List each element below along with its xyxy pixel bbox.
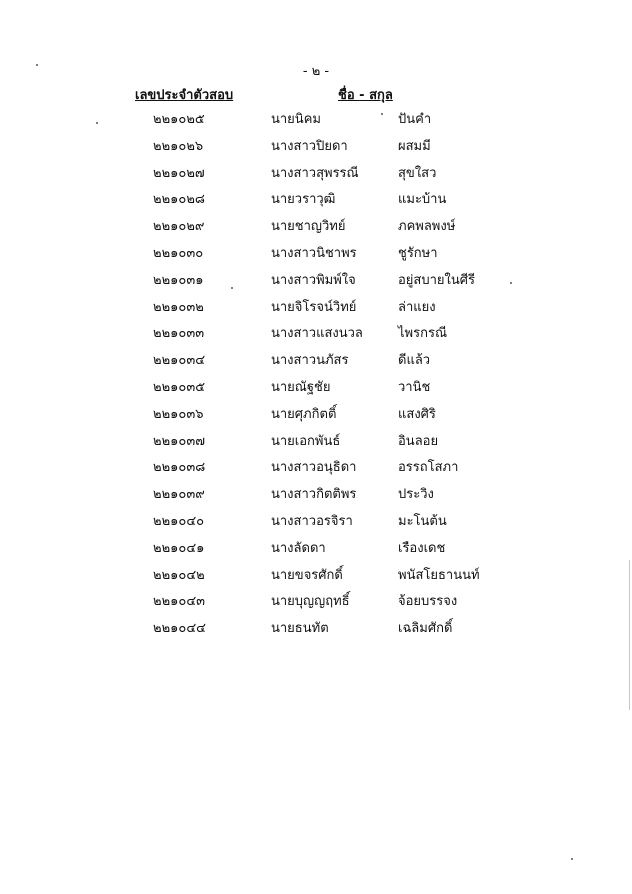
- last-name: ปันคำ: [398, 112, 432, 127]
- scan-speck: [571, 858, 573, 860]
- first-name: นางสาวกิตติพร: [271, 487, 357, 503]
- exam-id: ๒๒๑๐๒๗: [153, 165, 205, 181]
- exam-id: ๒๒๑๐๓๕: [153, 379, 206, 395]
- exam-id: ๒๒๑๐๒๖: [153, 138, 204, 154]
- exam-id: ๒๒๑๐๓๒: [153, 299, 204, 315]
- exam-id: ๒๒๑๐๒๙: [153, 219, 205, 235]
- list-item: [0, 268, 632, 295]
- exam-id: ๒๒๑๐๔๒: [153, 567, 205, 583]
- exam-id: ๒๒๑๐๒๕: [153, 112, 205, 127]
- list-item: [0, 241, 632, 268]
- first-name: นายบุญญฤทธิ์: [271, 594, 350, 610]
- last-name: อรรถโสภา: [398, 460, 459, 476]
- list-item: [0, 134, 632, 161]
- list-item: [0, 563, 632, 590]
- first-name: นายนิคม: [271, 112, 321, 127]
- exam-id: ๒๒๑๐๓๓: [153, 326, 205, 342]
- list-item: [0, 455, 632, 482]
- last-name: พนัสโยธานนท์: [398, 567, 480, 583]
- exam-id: ๒๒๑๐๔๔: [153, 621, 207, 637]
- exam-id: ๒๒๑๐๔๓: [153, 594, 206, 610]
- first-name: นายธนทัต: [271, 621, 329, 637]
- last-name: อยู่สบายในศีรี: [398, 272, 475, 288]
- list-item: [0, 187, 632, 214]
- list-item: [0, 161, 632, 188]
- first-name: นายขจรศักดิ์: [271, 567, 343, 583]
- last-name: แสงศิริ: [398, 406, 436, 422]
- last-name: ภคพลพงษ์: [398, 219, 456, 235]
- column-header-full-name: ชื่อ - สกุล: [338, 88, 393, 103]
- exam-id: ๒๒๑๐๓๑: [153, 272, 204, 288]
- first-name: นางสาวแสงนวล: [271, 326, 363, 342]
- list-item: [0, 429, 632, 456]
- exam-id: ๒๒๑๐๓๔: [153, 353, 206, 369]
- first-name: นางสาวนภัสร: [271, 353, 349, 369]
- last-name: จ้อยบรรจง: [398, 594, 458, 610]
- column-header-exam-id: เลขประจำตัวสอบ: [135, 88, 234, 103]
- last-name: ผสมมี: [398, 138, 431, 154]
- exam-id: ๒๒๑๐๓๐: [153, 245, 204, 261]
- list-item: [0, 509, 632, 536]
- first-name: นายวราวุฒิ: [271, 192, 336, 208]
- last-name: ดีแล้ว: [398, 353, 431, 369]
- first-name: นางสาวสุพรรณี: [271, 165, 359, 181]
- first-name: นางลัดดา: [271, 540, 326, 556]
- exam-id: ๒๒๑๐๓๙: [153, 487, 205, 503]
- list-item: [0, 107, 632, 134]
- last-name: อินลอย: [398, 433, 439, 449]
- first-name: นายจิโรจน์วิทย์: [271, 299, 357, 315]
- first-name: นางสาวอนุธิดา: [271, 460, 357, 476]
- first-name: นางสาวพิมพ์ใจ: [271, 272, 356, 288]
- list-item: [0, 536, 632, 563]
- list-item: [0, 348, 632, 375]
- list-item: [0, 214, 632, 241]
- last-name: แมะบ้าน: [398, 192, 447, 208]
- list-item: [0, 589, 632, 616]
- first-name: นางสาวปิยดา: [271, 138, 348, 154]
- last-name: ชูรักษา: [398, 245, 438, 261]
- candidate-list: [0, 107, 632, 643]
- last-name: ไพรกรณี: [398, 326, 448, 342]
- list-item: [0, 402, 632, 429]
- list-item: [0, 375, 632, 402]
- exam-id: ๒๒๑๐๔๐: [153, 513, 205, 529]
- first-name: นายณัฐชัย: [271, 379, 331, 395]
- last-name: ล่าแยง: [398, 299, 436, 315]
- last-name: เฉลิมศักดิ์: [398, 621, 453, 637]
- last-name: วานิช: [398, 379, 431, 395]
- last-name: เรืองเดช: [398, 540, 446, 556]
- first-name: นางสาวอรจิรา: [271, 513, 353, 529]
- last-name: สุขใสว: [398, 165, 437, 181]
- exam-id: ๒๒๑๐๓๘: [153, 460, 206, 476]
- list-item: [0, 321, 632, 348]
- exam-id: ๒๒๑๐๒๘: [153, 192, 205, 208]
- last-name: มะโนต้น: [398, 513, 447, 529]
- exam-id: ๒๒๑๐๓๖: [153, 406, 204, 422]
- first-name: นายศุภกิตติ์: [271, 406, 337, 422]
- first-name: นายชาญวิทย์: [271, 219, 346, 235]
- first-name: นางสาวนิชาพร: [271, 245, 357, 261]
- exam-id: ๒๒๑๐๔๑: [153, 540, 205, 556]
- list-item: [0, 616, 632, 643]
- list-item: [0, 295, 632, 322]
- page-number: - ๒ -: [302, 64, 330, 79]
- last-name: ประวิง: [398, 487, 434, 503]
- list-item: [0, 482, 632, 509]
- first-name: นายเอกพันธ์: [271, 433, 341, 449]
- exam-id: ๒๒๑๐๓๗: [153, 433, 205, 449]
